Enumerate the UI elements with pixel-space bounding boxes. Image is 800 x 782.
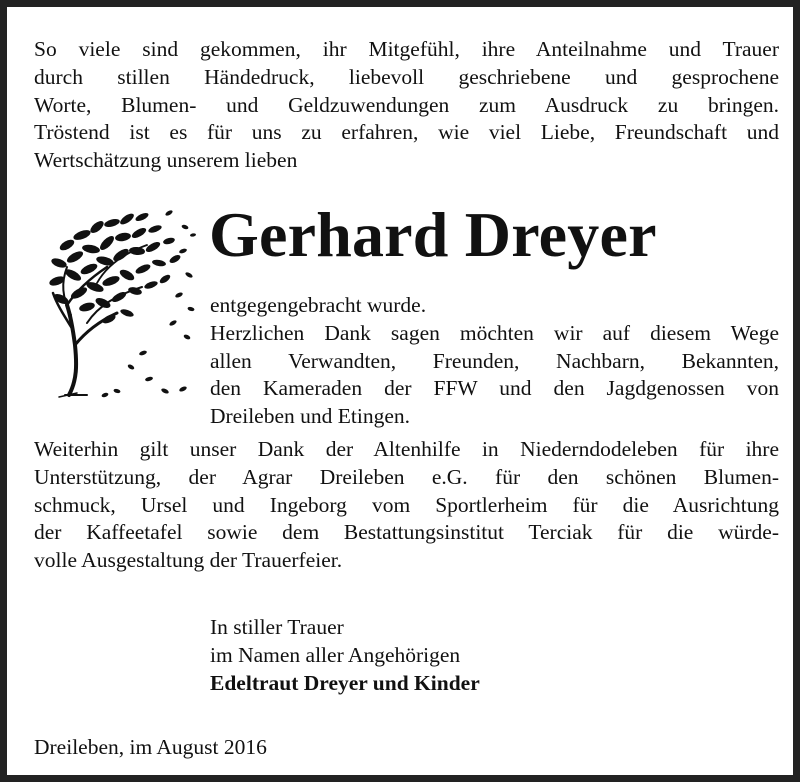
further-line: volle Ausgestaltung der Trauerfeier. — [34, 548, 343, 573]
further-line: der Kaffeetafel sowie dem Bestattungsinstitut Terciak für die würde- — [34, 520, 779, 545]
intro-line: So viele sind gekommen, ihr Mitgefühl, ihre Anteilnahme und Trauer — [34, 37, 779, 61]
signature-block — [210, 614, 710, 697]
further-line: Unterstützung, der Agrar Dreileben e.G. für den schönen Blumen- — [34, 464, 779, 489]
thanks-line: Herzlichen Dank sagen möchten wir auf diesem Wege — [210, 320, 779, 345]
place-date: Dreileben, im August 2016 — [34, 735, 267, 759]
signature-line-mourning: In stiller Trauer — [210, 615, 344, 639]
further-thanks-paragraph — [34, 436, 779, 575]
thanks-line: den Kameraden der FFW und den Jagdgenossen von — [210, 376, 779, 401]
further-line: Weiterhin gilt unser Dank der Altenhilfe in Niederndodeleben für ihre — [34, 437, 779, 461]
deceased-name: Gerhard Dreyer — [209, 199, 657, 270]
intro-line: Worte, Blumen- und Geldzuwendungen zum Ausdruck zu bringen. — [34, 92, 779, 117]
further-line: schmuck, Ursel und Ingeborg vom Sportlerheim für die Ausrichtung — [34, 492, 779, 517]
windswept-tree-icon — [47, 205, 197, 405]
intro-paragraph — [34, 36, 779, 175]
thanks-line: entgegengebracht wurde. — [210, 293, 427, 317]
thanks-line: allen Verwandten, Freunden, Nachbarn, Bekannten, — [210, 348, 779, 373]
thanks-line: Dreileben und Etingen. — [210, 404, 411, 429]
intro-line: Wertschätzung unserem lieben — [34, 148, 298, 173]
intro-line: Tröstend ist es für uns zu erfahren, wie viel Liebe, Freundschaft und — [34, 120, 779, 145]
signature-line-relatives: im Namen aller Angehörigen — [210, 642, 461, 667]
intro-line: durch stillen Händedruck, liebevoll geschriebene und gesprochene — [34, 64, 779, 89]
thanks-paragraph — [210, 292, 779, 431]
signature-signers: Edeltraut Dreyer und Kinder — [210, 670, 480, 695]
